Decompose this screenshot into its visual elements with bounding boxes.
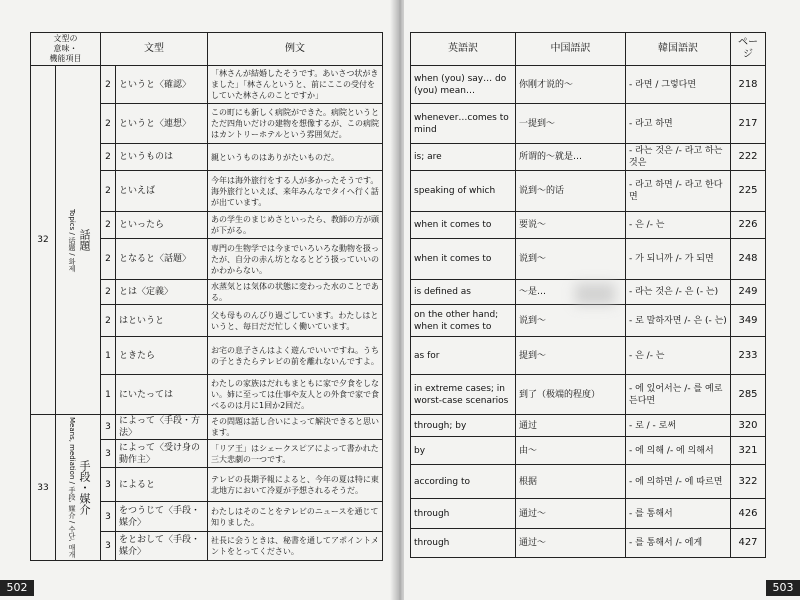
korean-cell: - 라는 것은 /- 은 (- 는) xyxy=(626,280,731,305)
left-pattern-table xyxy=(30,32,383,561)
example-cell: 水蒸気とは気体の状態に変わった水のことである。 xyxy=(208,280,383,305)
korean-header: 韓国語訳 xyxy=(626,33,731,66)
chinese-cell: 到了（极端的程度） xyxy=(516,375,626,415)
page-ref-cell: 426 xyxy=(731,499,766,529)
english-cell: through xyxy=(411,529,516,558)
level-cell: 2 xyxy=(101,171,116,212)
english-cell: by xyxy=(411,437,516,465)
level-cell: 3 xyxy=(101,502,116,532)
example-cell: 親というものはありがたいものだ。 xyxy=(208,144,383,171)
page-ref-cell: 233 xyxy=(731,337,766,375)
english-cell: according to xyxy=(411,465,516,499)
english-cell: when it comes to xyxy=(411,239,516,280)
pattern-cell: をつうじて〈手段・媒介〉 xyxy=(116,502,208,532)
translation-row xyxy=(411,66,766,104)
page-ref-cell: 217 xyxy=(731,104,766,144)
translation-row xyxy=(411,415,766,437)
english-cell: speaking of which xyxy=(411,171,516,212)
pattern-cell: によると xyxy=(116,468,208,502)
level-cell: 2 xyxy=(101,280,116,305)
example-header: 例文 xyxy=(208,33,383,66)
page-ref-cell: 427 xyxy=(731,529,766,558)
level-cell: 2 xyxy=(101,104,116,144)
chinese-cell: 通过～ xyxy=(516,499,626,529)
pattern-cell: というものは xyxy=(116,144,208,171)
chinese-cell: 所谓的～就是… xyxy=(516,144,626,171)
level-cell: 1 xyxy=(101,375,116,415)
english-cell: in extreme cases; in worst-case scenarios xyxy=(411,375,516,415)
example-cell: 「林さんが結婚したそうです。あいさつ状がきました」「林さんというと、前にここの受付をしていた林さんのことですか」 xyxy=(208,66,383,104)
english-cell: as for xyxy=(411,337,516,375)
pattern-row xyxy=(31,415,383,440)
level-cell: 2 xyxy=(101,239,116,280)
pattern-row xyxy=(31,66,383,104)
english-cell: through xyxy=(411,499,516,529)
level-cell: 3 xyxy=(101,532,116,561)
example-cell: 専門の生物学では今までいろいろな動物を扱ったが、自分の赤ん坊となるとどう扱っていいのかわからない。 xyxy=(208,239,383,280)
example-cell: あの学生のまじめさといったら、教師の方が頭が下がる。 xyxy=(208,212,383,239)
translation-row xyxy=(411,171,766,212)
english-cell: through; by xyxy=(411,415,516,437)
group-number: 32 xyxy=(31,66,56,415)
pattern-cell: となると〈話題〉 xyxy=(116,239,208,280)
korean-cell: - 에 의하면 /- 에 따르면 xyxy=(626,465,731,499)
chinese-cell: 由～ xyxy=(516,437,626,465)
korean-cell: - 로 말하자면 /- 은 (- 는) xyxy=(626,305,731,337)
level-cell: 3 xyxy=(101,468,116,502)
page-ref-cell: 225 xyxy=(731,171,766,212)
translation-row xyxy=(411,305,766,337)
translation-row xyxy=(411,465,766,499)
chinese-cell: ～是… xyxy=(516,280,626,305)
example-cell: テレビの長期予報によると、今年の夏は特に東北地方において冷夏が予想されるそうだ。 xyxy=(208,468,383,502)
page-ref-header: ページ xyxy=(731,33,766,66)
group-label xyxy=(56,415,101,561)
chinese-cell: 说到～ xyxy=(516,305,626,337)
pattern-cell: といったら xyxy=(116,212,208,239)
chinese-cell: 你刚才说的～ xyxy=(516,66,626,104)
pattern-cell: というと〈確認〉 xyxy=(116,66,208,104)
scan-smudge xyxy=(575,283,615,305)
example-cell: お宅の息子さんはよく遊んでいいですね。うちの子ときたらテレビの前を離れないんですよ。 xyxy=(208,337,383,375)
chinese-cell: 提到～ xyxy=(516,337,626,375)
pattern-cell: ときたら xyxy=(116,337,208,375)
example-cell: わたしの家族はだれもまともに家で夕食をしない。姉に至っては仕事や友人との外食で家で食べるのは月に1回か2回だ。 xyxy=(208,375,383,415)
korean-cell: - 가 되니까 /- 가 되면 xyxy=(626,239,731,280)
page-ref-cell: 349 xyxy=(731,305,766,337)
pattern-cell: によって〈受け身の動作主〉 xyxy=(116,440,208,468)
group-label-translations: Means, mediation / 手段, 媒介 / 수단, 매개 xyxy=(68,417,76,558)
korean-cell: - 라는 것은 /- 라고 하는 것은 xyxy=(626,144,731,171)
left-page xyxy=(0,0,396,600)
example-cell: その問題は話し合いによって解決できると思います。 xyxy=(208,415,383,440)
level-cell: 2 xyxy=(101,66,116,104)
chinese-cell: 通过 xyxy=(516,415,626,437)
page-number-right: 503 xyxy=(766,580,800,596)
page-ref-cell: 249 xyxy=(731,280,766,305)
level-cell: 2 xyxy=(101,212,116,239)
page-number-left: 502 xyxy=(0,580,34,596)
pattern-cell: によって〈手段・方法〉 xyxy=(116,415,208,440)
chinese-cell: 一提到～ xyxy=(516,104,626,144)
example-cell: わたしはそのことをテレビのニュースを通じて知りました。 xyxy=(208,502,383,532)
example-cell: 父も母ものんびり過ごしています。わたしはというと、毎日だだ忙しく働いています。 xyxy=(208,305,383,337)
group-label-ja: 手段・媒介 xyxy=(78,460,91,515)
translation-row xyxy=(411,375,766,415)
page-ref-cell: 320 xyxy=(731,415,766,437)
group-label xyxy=(56,66,101,415)
chinese-cell: 说到～的话 xyxy=(516,171,626,212)
page-ref-cell: 248 xyxy=(731,239,766,280)
english-header: 英語訳 xyxy=(411,33,516,66)
english-cell: whenever…comes to mind xyxy=(411,104,516,144)
page-ref-cell: 321 xyxy=(731,437,766,465)
english-cell: when it comes to xyxy=(411,212,516,239)
chinese-header: 中国語訳 xyxy=(516,33,626,66)
page-ref-cell: 222 xyxy=(731,144,766,171)
korean-cell: - 은 /- 는 xyxy=(626,212,731,239)
translation-row xyxy=(411,104,766,144)
page-ref-cell: 226 xyxy=(731,212,766,239)
category-header: 文型の 意味・ 機能項目 xyxy=(31,33,101,66)
group-label-ja: 話題 xyxy=(78,229,91,251)
example-cell: この町にも新しく病院ができた。病院というとただ四角いだけの建物を想像するが、この病院はカントリーホテルという雰囲気だ。 xyxy=(208,104,383,144)
level-cell: 2 xyxy=(101,305,116,337)
translation-row xyxy=(411,437,766,465)
example-cell: 社長に会うときは、秘書を通してアポイントメントをとってください。 xyxy=(208,532,383,561)
translation-row xyxy=(411,212,766,239)
level-cell: 3 xyxy=(101,440,116,468)
pattern-cell: はというと xyxy=(116,305,208,337)
group-number: 33 xyxy=(31,415,56,561)
pattern-header: 文型 xyxy=(101,33,208,66)
level-cell: 2 xyxy=(101,144,116,171)
page-ref-cell: 285 xyxy=(731,375,766,415)
english-cell: on the other hand; when it comes to xyxy=(411,305,516,337)
korean-cell: - 라고 하면 /- 라고 한다면 xyxy=(626,171,731,212)
korean-cell: - 로 / - 로써 xyxy=(626,415,731,437)
korean-cell: - 에 있어서는 /- 를 예로 든다면 xyxy=(626,375,731,415)
translation-row xyxy=(411,337,766,375)
pattern-cell: というと〈連想〉 xyxy=(116,104,208,144)
group-label-translations: Topics / 话题 / 화제 xyxy=(68,208,76,272)
chinese-cell: 要说～ xyxy=(516,212,626,239)
korean-cell: - 라면 / 그렇다면 xyxy=(626,66,731,104)
chinese-cell: 说到～ xyxy=(516,239,626,280)
translation-row xyxy=(411,529,766,558)
korean-cell: - 를 통해서 /- 에게 xyxy=(626,529,731,558)
korean-cell: - 은 /- 는 xyxy=(626,337,731,375)
korean-cell: - 라고 하면 xyxy=(626,104,731,144)
pattern-cell: といえば xyxy=(116,171,208,212)
level-cell: 3 xyxy=(101,415,116,440)
chinese-cell: 通过～ xyxy=(516,529,626,558)
korean-cell: - 를 통해서 xyxy=(626,499,731,529)
pattern-cell: とは〈定義〉 xyxy=(116,280,208,305)
page-ref-cell: 322 xyxy=(731,465,766,499)
english-cell: when (you) say… do (you) mean… xyxy=(411,66,516,104)
korean-cell: - 에 의해 /- 에 의해서 xyxy=(626,437,731,465)
example-cell: 今年は海外旅行をする人が多かったそうです。海外旅行といえば、来年みんなでタイへ行く話が出ています。 xyxy=(208,171,383,212)
translation-row xyxy=(411,239,766,280)
pattern-cell: にいたっては xyxy=(116,375,208,415)
translation-row xyxy=(411,499,766,529)
english-cell: is defined as xyxy=(411,280,516,305)
level-cell: 1 xyxy=(101,337,116,375)
english-cell: is; are xyxy=(411,144,516,171)
pattern-cell: をとおして〈手段・媒介〉 xyxy=(116,532,208,561)
translation-row xyxy=(411,144,766,171)
example-cell: 「リア王」はシェークスピアによって書かれた三大悲劇の一つです。 xyxy=(208,440,383,468)
page-ref-cell: 218 xyxy=(731,66,766,104)
chinese-cell: 根据 xyxy=(516,465,626,499)
